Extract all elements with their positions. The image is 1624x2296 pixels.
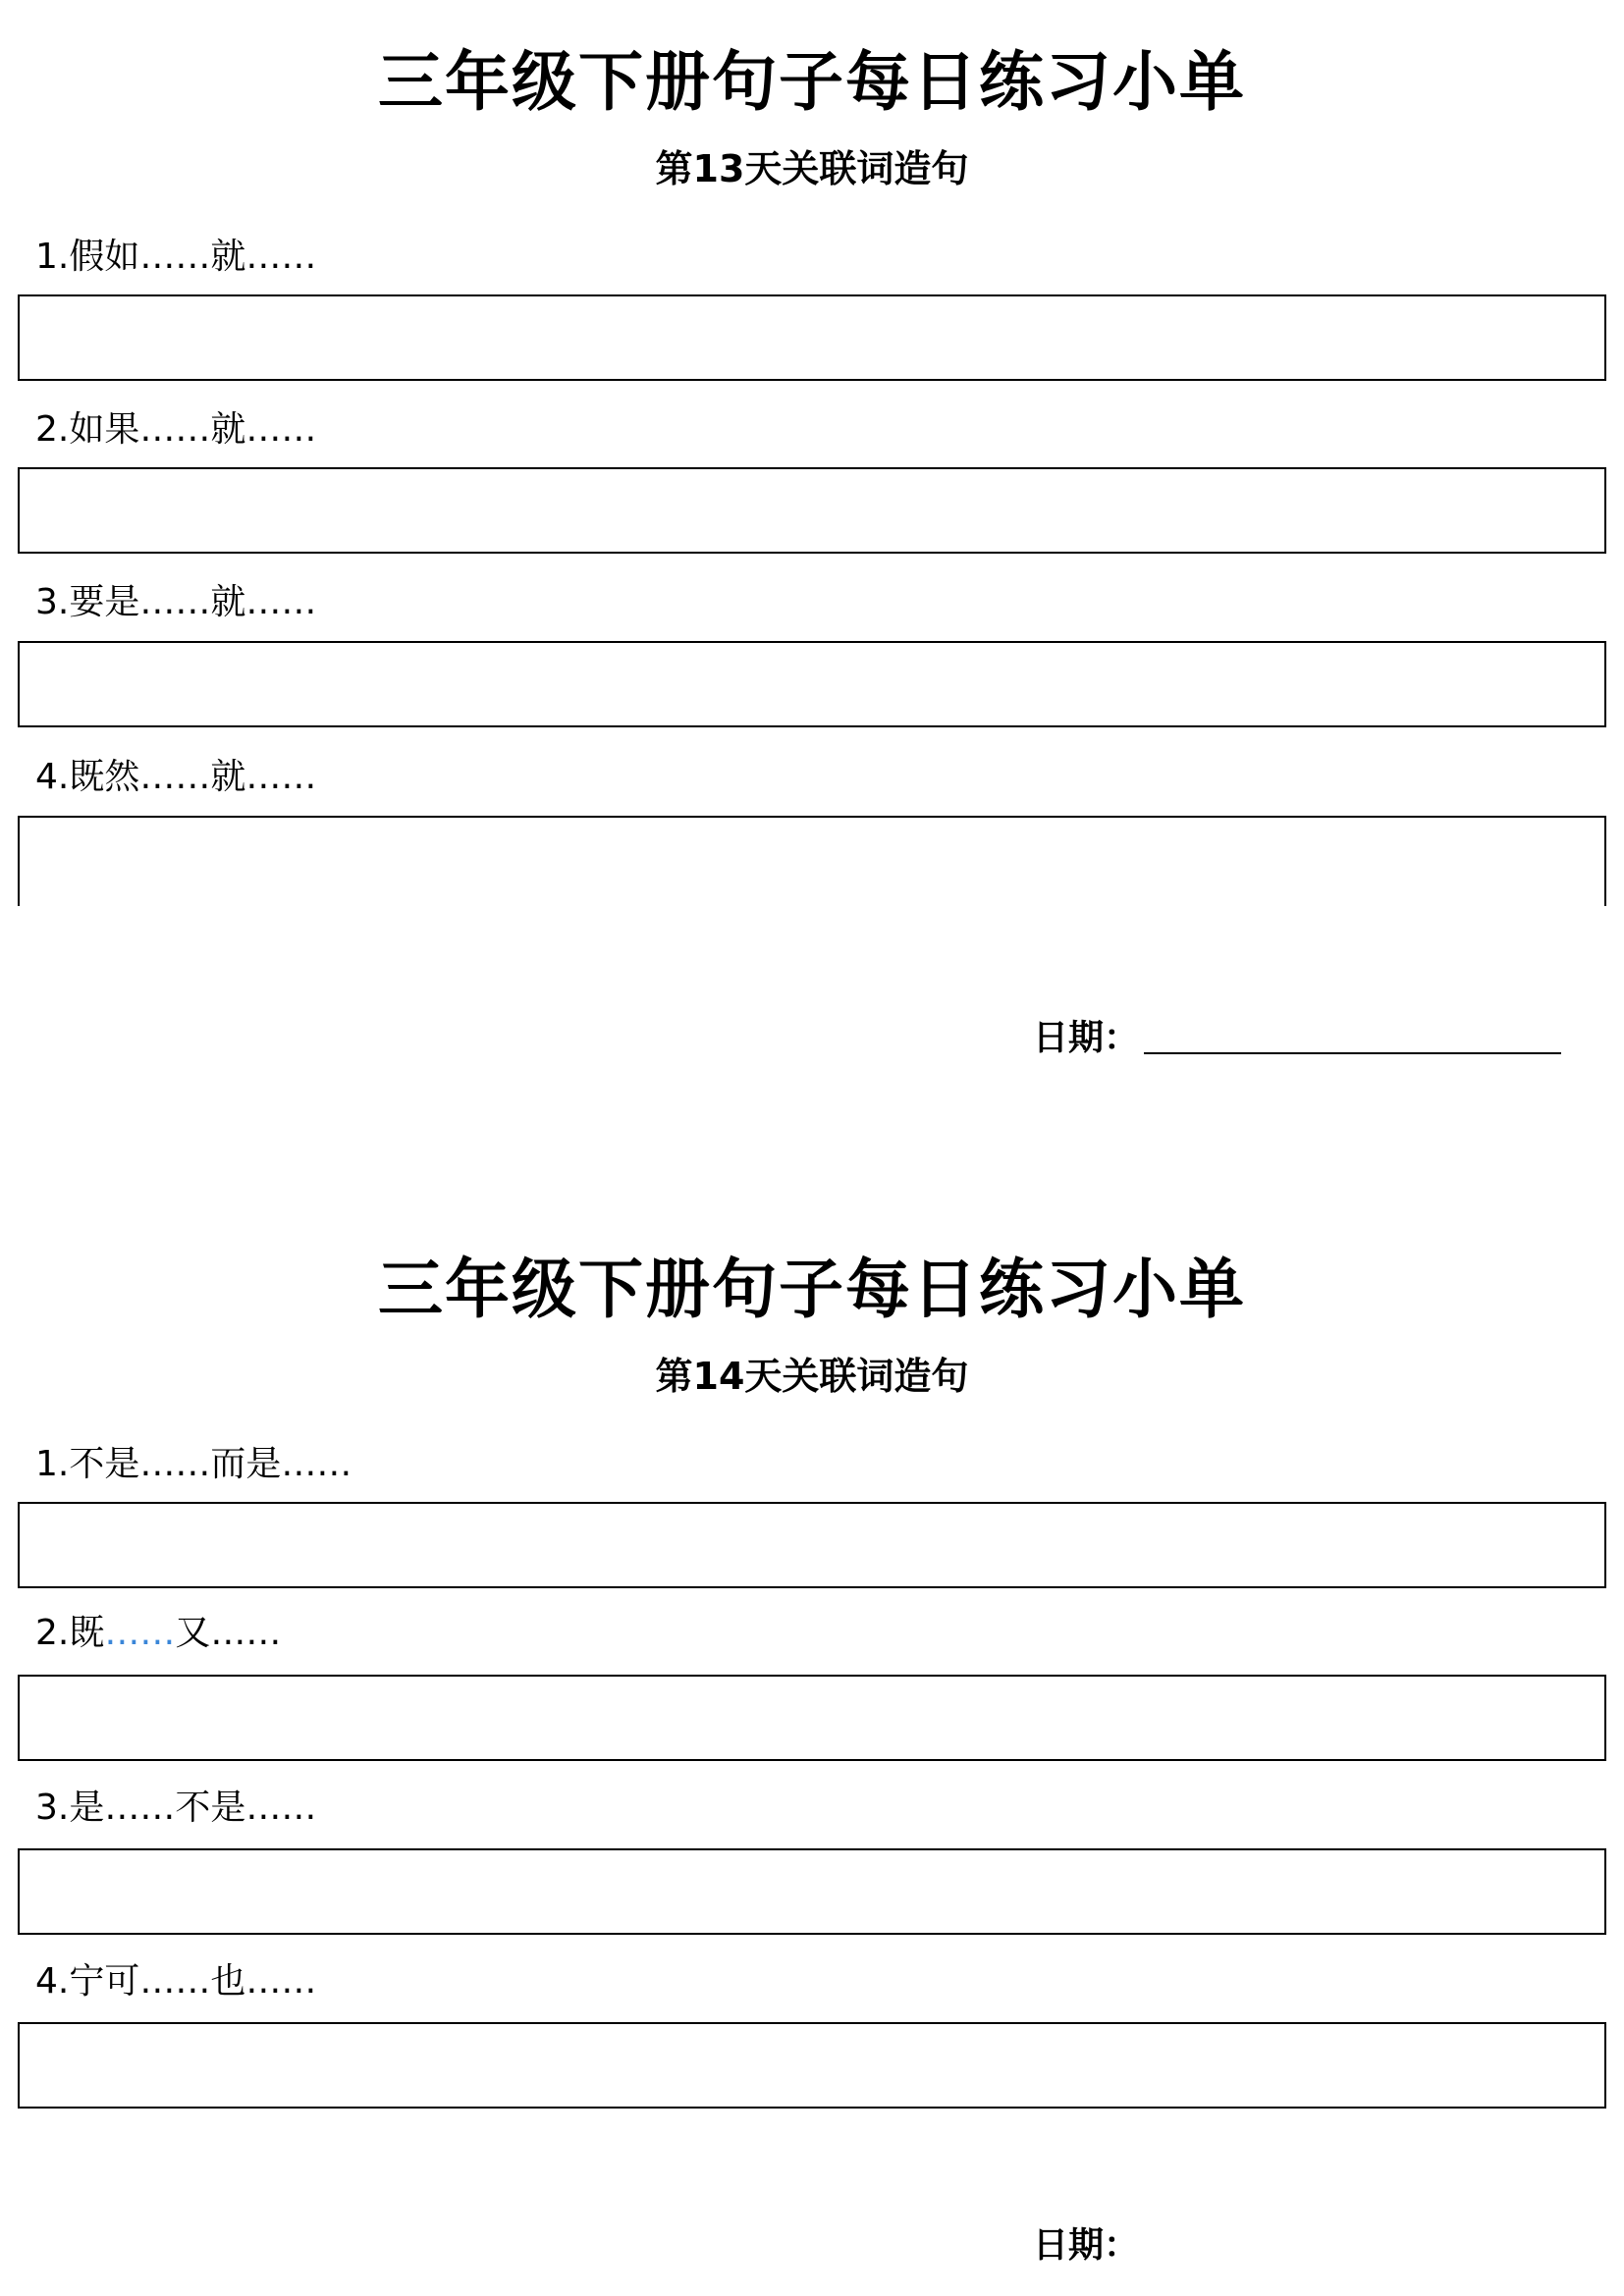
question-1-prompt: 1.假如……就……: [35, 237, 317, 277]
question-2-answer-box[interactable]: [18, 467, 1606, 554]
question-2-answer-box[interactable]: [18, 1675, 1606, 1761]
question-3-answer-box[interactable]: [18, 641, 1606, 727]
date-label: 日期：: [1033, 1018, 1140, 1058]
question-4-prompt: 4.既然……就……: [35, 757, 317, 797]
question-1-answer-box[interactable]: [18, 1502, 1606, 1588]
page-title: 三年级下册句子每日练习小单: [378, 44, 1246, 120]
date-label: 日期：: [1033, 2225, 1140, 2266]
question-2-highlight-dots: ……: [104, 1613, 176, 1653]
question-4-answer-box[interactable]: [18, 2022, 1606, 2109]
question-2-suffix: 又……: [175, 1613, 282, 1653]
page-title: 三年级下册句子每日练习小单: [378, 1252, 1246, 1327]
question-3-prompt: 3.是……不是……: [35, 1788, 317, 1828]
question-4-prompt: 4.宁可……也……: [35, 1961, 317, 2002]
question-4-answer-box[interactable]: [18, 816, 1606, 906]
question-2-prompt: 2.如果……就……: [35, 409, 317, 450]
question-2-prefix: 2.既: [35, 1613, 105, 1653]
question-3-prompt: 3.要是……就……: [35, 582, 317, 622]
question-2-prompt: [35, 1612, 281, 1655]
page-subtitle: 第13天关联词造句: [655, 147, 969, 190]
question-3-answer-box[interactable]: [18, 1848, 1606, 1935]
date-input-line[interactable]: [1144, 1052, 1561, 1054]
question-1-answer-box[interactable]: [18, 294, 1606, 381]
page-subtitle: 第14天关联词造句: [655, 1355, 969, 1398]
question-1-prompt: 1.不是……而是……: [35, 1444, 352, 1484]
